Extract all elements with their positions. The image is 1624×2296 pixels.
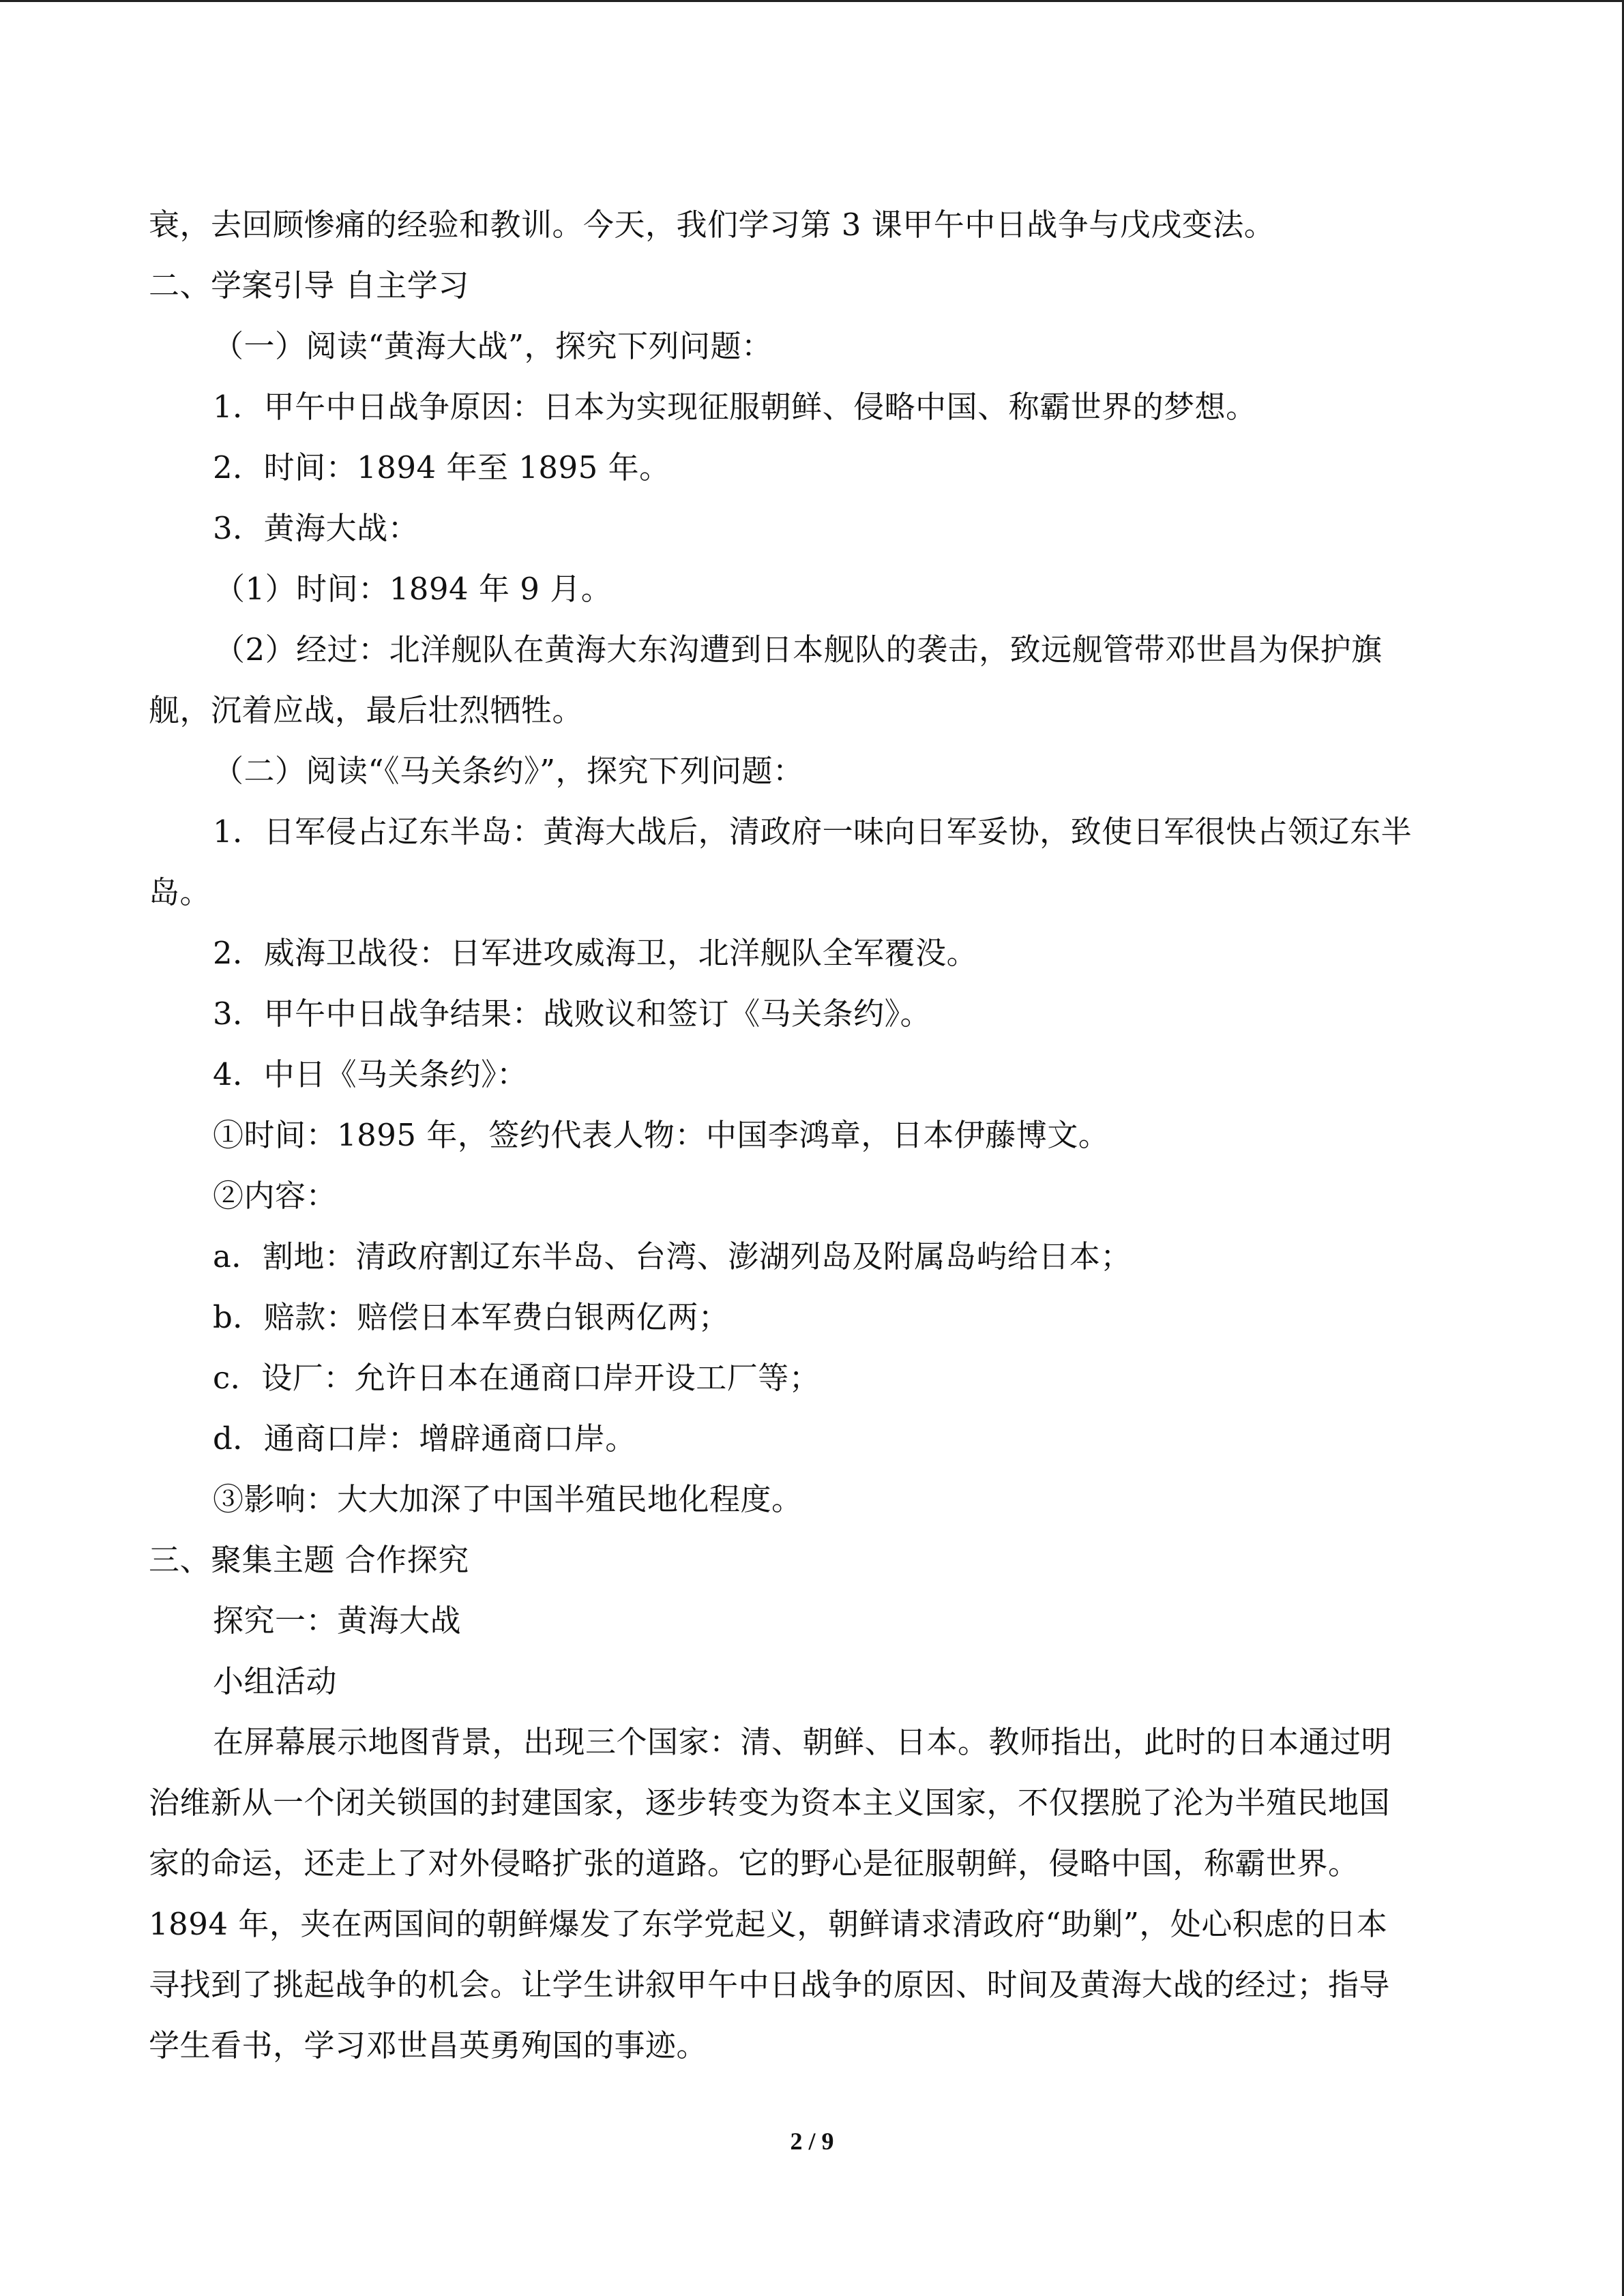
text-line: （1）时间：1894 年 9 月。 — [214, 571, 612, 607]
paragraph-line: 家的命运，还走上了对外侵略扩张的道路。它的野心是征服朝鲜，侵略中国，称霸世界。 — [149, 1845, 1359, 1881]
page-number: 2 / 9 — [790, 2128, 834, 2155]
subsection-heading: （一）阅读“黄海大战”，探究下列问题： — [213, 328, 773, 364]
text-line: 3．黄海大战： — [213, 510, 419, 546]
paragraph-line: 治维新从一个闭关锁国的封建国家，逐步转变为资本主义国家，不仅摆脱了沦为半殖民地国 — [149, 1785, 1391, 1821]
section-heading: 三、聚集主题 合作探究 — [149, 1542, 469, 1578]
text-line: 1．甲午中日战争原因：日本为实现征服朝鲜、侵略中国、称霸世界的梦想。 — [213, 389, 1257, 425]
text-line: ①时间：1895 年，签约代表人物：中国李鸿章，日本伊藤博文。 — [213, 1117, 1110, 1153]
text-line: c．设厂：允许日本在通商口岸开设工厂等； — [213, 1360, 821, 1396]
text-line: a．割地：清政府割辽东半岛、台湾、澎湖列岛及附属岛屿给日本； — [213, 1238, 1132, 1274]
text-line: 2．威海卫战役：日军进攻威海卫，北洋舰队全军覆没。 — [213, 935, 978, 971]
text-line: 舰，沉着应战，最后壮烈牺牲。 — [149, 692, 584, 728]
section-heading: 二、学案引导 自主学习 — [149, 267, 469, 303]
text-line: 岛。 — [149, 874, 211, 910]
text-line: ③影响：大大加深了中国半殖民地化程度。 — [213, 1481, 803, 1517]
text-line: 衰，去回顾惨痛的经验和教训。今天，我们学习第 3 课甲午中日战争与戊戌变法。 — [149, 207, 1275, 243]
text-line: 3．甲午中日战争结果：战败议和签订《马关条约》。 — [213, 996, 932, 1032]
paragraph-line: 寻找到了挑起战争的机会。让学生讲叙甲午中日战争的原因、时间及黄海大战的经过；指导 — [149, 1967, 1391, 2003]
text-line: d．通商口岸：增辟通商口岸。 — [213, 1420, 636, 1457]
subsection-heading: （二）阅读“《马关条约》”，探究下列问题： — [213, 753, 804, 789]
text-line: 1．日军侵占辽东半岛：黄海大战后，清政府一味向日军妥协，致使日军很快占领辽东半 — [213, 814, 1413, 850]
text-line: 4．中日《马关条约》： — [213, 1056, 528, 1092]
paragraph-line: 在屏幕展示地图背景，出现三个国家：清、朝鲜、日本。教师指出，此时的日本通过明 — [213, 1724, 1393, 1760]
paragraph-line: 1894 年，夹在两国间的朝鲜爆发了东学党起义，朝鲜请求清政府“助剿”，处心积虑的日本 — [149, 1906, 1388, 1942]
paragraph-line: 学生看书，学习邓世昌英勇殉国的事迹。 — [149, 2027, 708, 2063]
text-line: 2．时间：1894 年至 1895 年。 — [213, 449, 670, 486]
text-line: 小组活动 — [213, 1663, 338, 1699]
text-line: 探究一：黄海大战 — [213, 1602, 462, 1639]
text-line: b．赔款：赔偿日本军费白银两亿两； — [213, 1299, 730, 1335]
text-line: ②内容： — [213, 1178, 338, 1214]
text-line: （2）经过：北洋舰队在黄海大东沟遭到日本舰队的袭击，致远舰管带邓世昌为保护旗 — [214, 631, 1383, 668]
